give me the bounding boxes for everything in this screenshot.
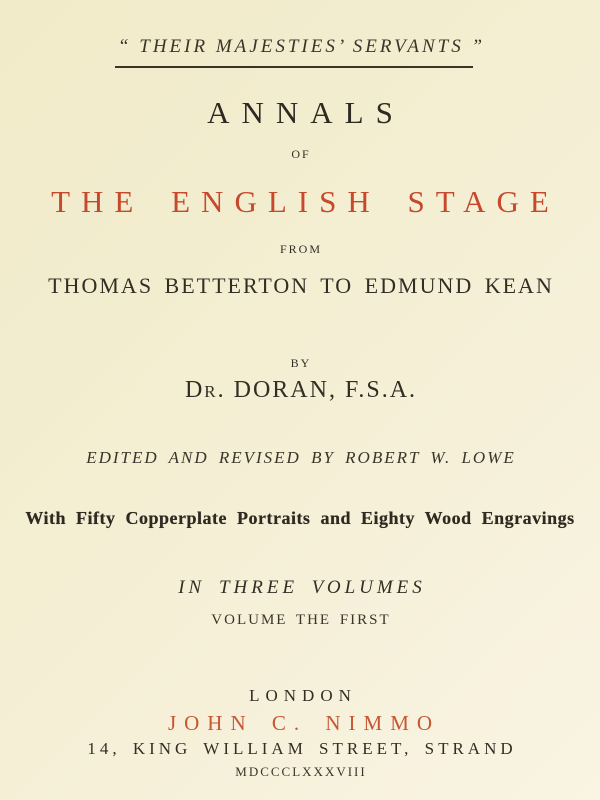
main-title: THE ENGLISH STAGE (51, 184, 560, 219)
half-title: “ THEIR MAJESTIES’ SERVANTS ” (117, 36, 486, 57)
illustrations-line: With Fifty Copperplate Portraits and Eighty Wood Engravings (25, 508, 575, 528)
editor-line: EDITED AND REVISED BY ROBERT W. LOWE (86, 448, 516, 467)
subtitle: THOMAS BETTERTON TO EDMUND KEAN (48, 273, 554, 298)
imprint-city: LONDON (249, 686, 357, 705)
volumes-line: IN THREE VOLUMES (178, 577, 426, 598)
horizontal-rule (115, 66, 473, 68)
volume-number-line: VOLUME THE FIRST (211, 612, 391, 628)
by-word: BY (290, 356, 312, 370)
imprint-address: 14, KING WILLIAM STREET, STRAND (87, 739, 517, 758)
series-title: ANNALS (207, 95, 405, 130)
from-word: FROM (279, 242, 322, 256)
imprint-year: MDCCCLXXXVIII (235, 764, 367, 779)
of-word: OF (291, 147, 311, 161)
imprint-publisher: JOHN C. NIMMO (167, 711, 441, 735)
author-name: Dr. DORAN, F.S.A. (184, 377, 418, 403)
